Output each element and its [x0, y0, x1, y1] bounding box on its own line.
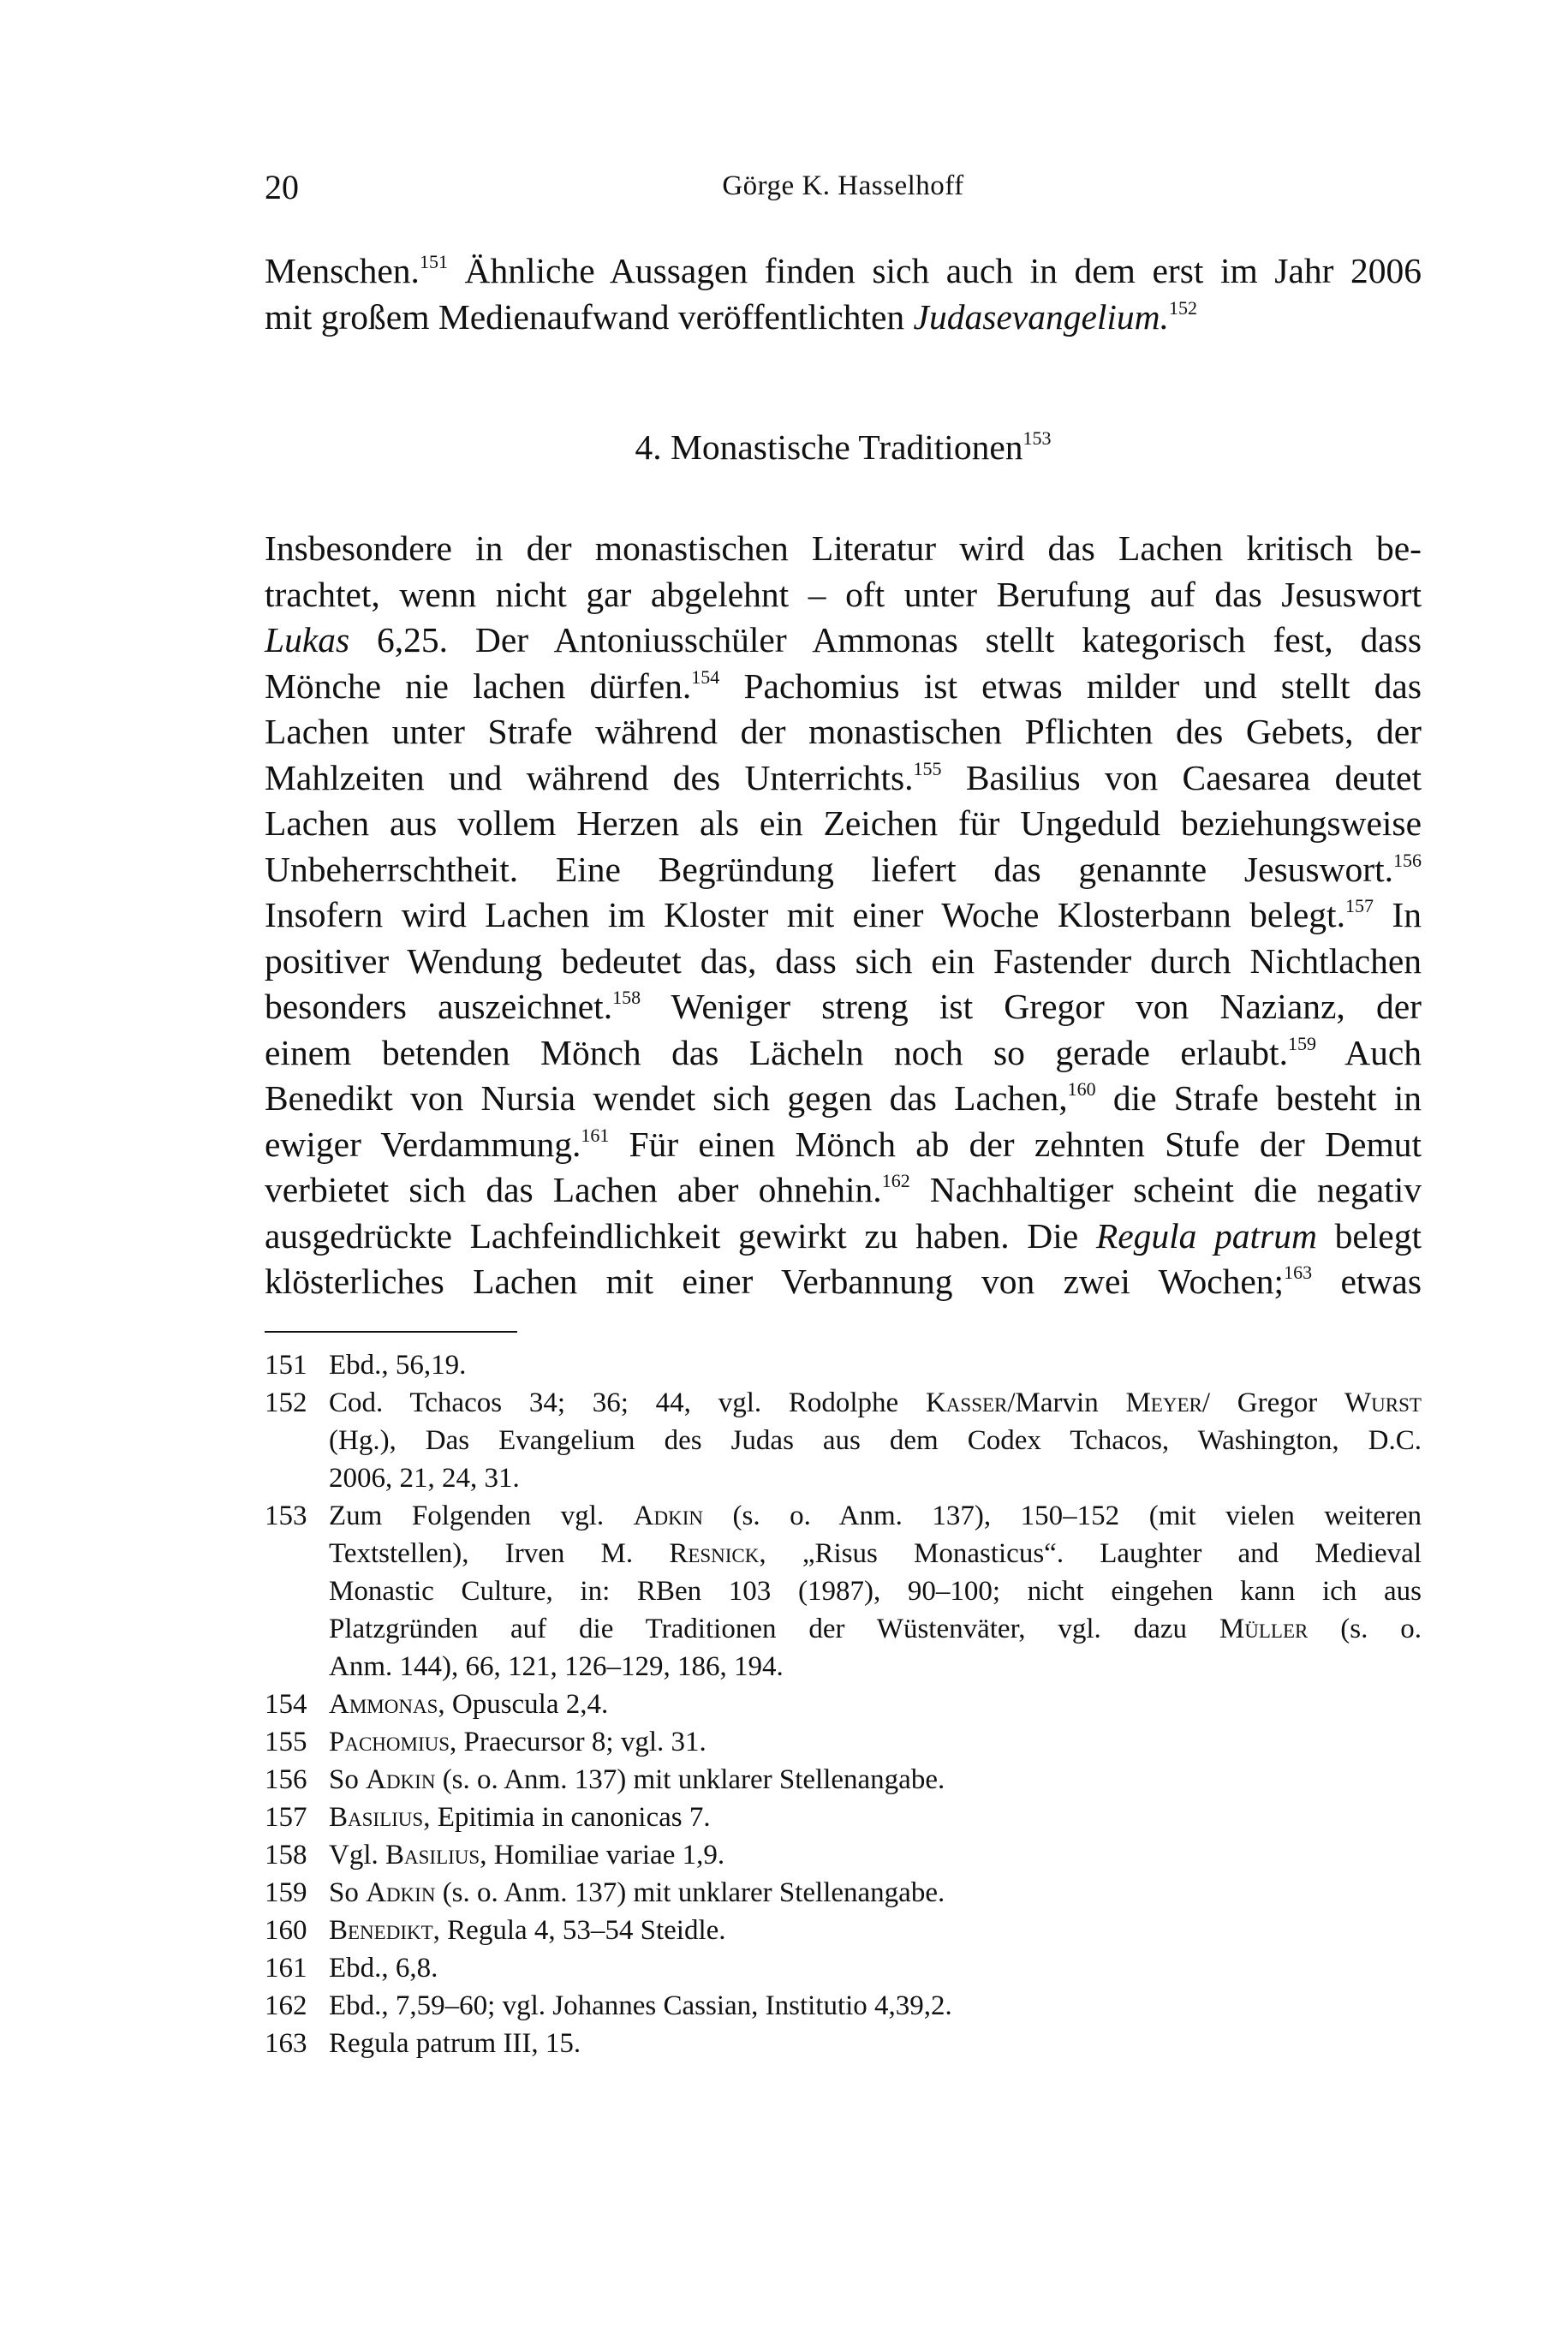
text-line: Lachen aus vollem Herzen als ein Zeichen für Ungeduld beziehungsweise: [265, 803, 1422, 843]
footnote-number: 158: [265, 1840, 307, 1871]
text-line: ewiger Verdammung.$^{161}$ Für einen Mönch ab der zehnten Stufe der Demut: [265, 1124, 1422, 1164]
page-header: [265, 167, 1422, 210]
footnote-ref[interactable]: 161: [581, 1124, 610, 1146]
text-line: Lukas 6,25. Der Antoniusschüler Ammonas stellt kategorisch fest, dass: [265, 620, 1422, 659]
footnote-162: 162 Ebd., 7,59–60; vgl. Johannes Cassian, Institutio 4,39,2.: [265, 1987, 1422, 2025]
text-line: einem betenden Mönch das Lächeln noch so gerade erlaubt.$^{159}$ Auch: [265, 1032, 1422, 1072]
footnote-ref[interactable]: 163: [1284, 1262, 1313, 1284]
footnote-number: 157: [265, 1802, 307, 1833]
section-heading: 4. Monastische Traditionen$^{153}$: [635, 427, 1052, 467]
text-line: Benedikt von Nursia wendet sich gegen das Lachen,$^{160}$ die Strafe besteht in: [265, 1078, 1422, 1118]
footnote-152: 152 Cod. Tchacos 34; 36; 44, vgl. Rodolphe Kasser/Marvin Meyer/ Gregor Wurst (Hg.), Das Evangelium des Judas aus dem Codex Tchacos, Washington, D.C. 2006, 21, 24, 31.: [265, 1384, 1422, 1497]
footnote-number: 153: [265, 1501, 307, 1531]
footnote-ref[interactable]: 154: [691, 665, 720, 688]
footnote-161: 161 Ebd., 6,8.: [265, 1949, 1422, 1987]
footnote-159: 159 So Adkin (s. o. Anm. 137) mit unklarer Stellenangabe.: [265, 1874, 1422, 1912]
footnote-number: 162: [265, 1990, 307, 2021]
text-line: Mahlzeiten und während des Unterrichts.$^{155}$ Basilius von Caesarea deutet: [265, 757, 1422, 797]
footnote-ref[interactable]: 158: [612, 987, 641, 1009]
footnote-156: 156 So Adkin (s. o. Anm. 137) mit unklarer Stellenangabe.: [265, 1761, 1422, 1799]
footnote-separator: [265, 1331, 517, 1333]
footnotes: [265, 1346, 1422, 2062]
footnote-153: 153 Zum Folgenden vgl. Adkin (s. o. Anm. 137), 150–152 (mit vielen weiteren Textstellen), Irven M. Resnick, „Risus Monasticus“. Laughter and Medieval Monastic Culture, in: RBen 103 (1987), 90–100; nicht eingehen kann ich aus Platzgründen auf die Traditionen der Wüstenväter, vgl. dazu Müller (s. o. Anm. 144), 66, 121, 126–129, 186, 194.: [265, 1497, 1422, 1686]
footnote-ref[interactable]: 159: [1287, 1032, 1316, 1054]
text-line: Lachen unter Strafe während der monastischen Pflichten des Gebets, der: [265, 712, 1422, 751]
text-line: Mönche nie lachen dürfen.$^{154}$ Pachomius ist etwas milder und stellt das: [265, 665, 1422, 706]
text-line: mit großem Medienaufwand veröffentlichten Judasevangelium.$^{152}$: [265, 296, 1198, 337]
footnote-157: 157 Basilius, Epitimia in canonicas 7.: [265, 1799, 1422, 1836]
running-head: Görge K. Hasselhoff: [722, 170, 964, 201]
footnote-ref[interactable]: 156: [1393, 849, 1422, 871]
footnote-number: 163: [265, 2028, 307, 2059]
text-line: ausgedrückte Lachfeindlichkeit gewirkt zu haben. Die Regula patrum belegt: [265, 1215, 1422, 1256]
footnote-ref[interactable]: 151: [419, 251, 448, 273]
text-line: trachtet, wenn nicht gar abgelehnt – oft unter Berufung auf das Jesuswort: [265, 574, 1422, 614]
footnote-number: 156: [265, 1764, 307, 1795]
footnote-154: 154 Ammonas, Opuscula 2,4.: [265, 1686, 1422, 1723]
footnote-151: 151 Ebd., 56,19.: [265, 1346, 1422, 1384]
footnote-ref[interactable]: 155: [913, 757, 942, 779]
footnote-158: 158 Vgl. Basilius, Homiliae variae 1,9.: [265, 1836, 1422, 1874]
text-line: Unbeherrschtheit. Eine Begründung liefert das genannte Jesuswort.$^{156}$: [265, 849, 1422, 889]
footnote-ref[interactable]: 153: [1022, 427, 1052, 450]
text-line: verbietet sich das Lachen aber ohnehin.$^{162}$ Nachhaltiger scheint die negativ: [265, 1170, 1422, 1209]
footnote-155: 155 Pachomius, Praecursor 8; vgl. 31.: [265, 1723, 1422, 1761]
footnote-number: 152: [265, 1387, 307, 1418]
footnote-163: 163 Regula patrum III, 15.: [265, 2025, 1422, 2062]
footnote-160: 160 Benedikt, Regula 4, 53–54 Steidle.: [265, 1912, 1422, 1949]
text-line: Menschen.$^{151}$ Ähnliche Aussagen finden sich auch in dem erst im Jahr 2006: [265, 251, 1422, 290]
paragraph-2: [265, 526, 1422, 1305]
footnote-ref[interactable]: 157: [1344, 895, 1374, 917]
text-line: klösterliches Lachen mit einer Verbannung von zwei Wochen;$^{163}$ etwas: [265, 1262, 1422, 1301]
text-line: Insbesondere in der monastischen Literatur wird das Lachen kritisch be-: [265, 528, 1422, 568]
text-line: besonders auszeichnet.$^{158}$ Weniger streng ist Gregor von Nazianz, der: [265, 987, 1422, 1026]
text-line: Insofern wird Lachen im Kloster mit einer Woche Klosterbann belegt.$^{157}$ In: [265, 895, 1422, 934]
footnote-number: 161: [265, 1953, 307, 1984]
footnote-number: 151: [265, 1350, 307, 1381]
footnote-number: 160: [265, 1915, 307, 1946]
footnote-number: 159: [265, 1877, 307, 1908]
footnote-ref[interactable]: 152: [1169, 296, 1198, 319]
page-number: 20: [265, 168, 299, 206]
footnote-number: 154: [265, 1689, 307, 1720]
paragraph-1: [265, 248, 1422, 340]
footnote-ref[interactable]: 162: [881, 1170, 910, 1192]
text-line: positiver Wendung bedeutet das, dass sich ein Fastender durch Nichtlachen: [265, 940, 1422, 981]
footnote-number: 155: [265, 1727, 307, 1757]
footnote-ref[interactable]: 160: [1067, 1078, 1096, 1101]
